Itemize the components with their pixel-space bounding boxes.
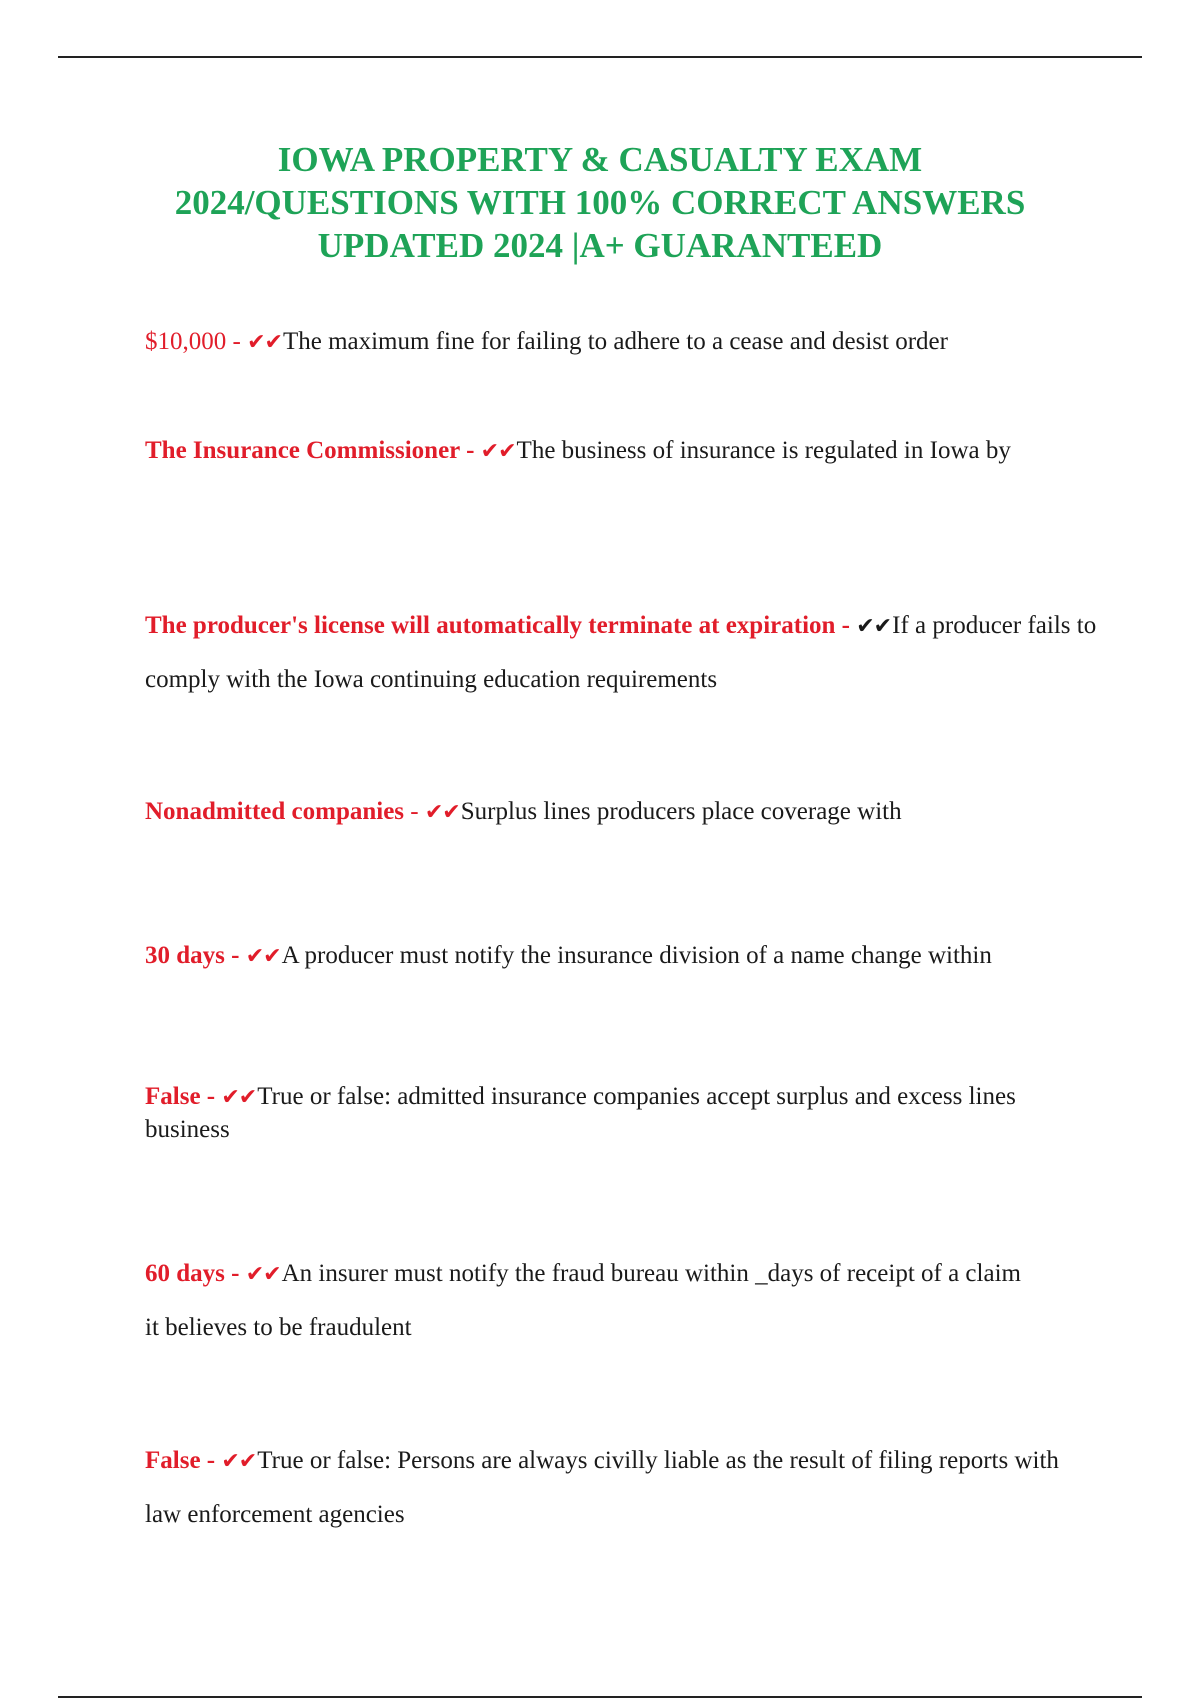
document-title (100, 138, 1100, 267)
double-check-icon: ✔✔ (424, 800, 460, 825)
qa-item-1 (145, 326, 1105, 359)
answer-separator: - (224, 942, 246, 969)
question-text: If a producer fails to comply with the Iowa continuing education requirements (145, 612, 1097, 693)
qa-item-6 (145, 1081, 1105, 1146)
qa-item-3 (145, 599, 1105, 706)
title-line-2: 2024/QUESTIONS WITH 100% CORRECT ANSWERS (174, 183, 1026, 222)
answer-separator: - (200, 1083, 222, 1110)
qa-item-8 (145, 1434, 1065, 1541)
answer-text: 30 days (145, 942, 225, 969)
double-check-icon: ✔✔ (245, 944, 281, 969)
double-check-icon: ✔✔ (245, 1262, 281, 1287)
question-text: Surplus lines producers place coverage with (460, 798, 902, 825)
answer-text: 60 days (145, 1260, 225, 1287)
qa-item-7 (145, 1247, 1025, 1354)
answer-text: The Insurance Commissioner (145, 437, 460, 464)
question-text: An insurer must notify the fraud bureau within _days of receipt of a claim it believes to be fraudulent (145, 1260, 1021, 1341)
double-check-icon: ✔✔ (221, 1449, 257, 1474)
bottom-rule (58, 1696, 1142, 1698)
qa-item-2 (145, 435, 1105, 468)
answer-separator: - (200, 1447, 222, 1474)
double-check-icon: ✔✔ (247, 330, 282, 355)
question-text: The maximum fine for failing to adhere to a cease and desist order (282, 328, 948, 355)
answer-text: Nonadmitted companies (145, 798, 405, 825)
question-text: A producer must notify the insurance division of a name change within (281, 942, 992, 969)
answer-separator: - (835, 612, 857, 639)
title-line-1: IOWA PROPERTY & CASUALTY EXAM (277, 140, 923, 179)
answer-separator: - (404, 798, 425, 825)
answer-separator: - (226, 328, 248, 355)
double-check-icon: ✔✔ (480, 439, 516, 464)
answer-text: The producer's license will automatically terminate at expiration (145, 612, 836, 639)
question-text: The business of insurance is regulated in Iowa by (516, 437, 1011, 464)
answer-separator: - (459, 437, 481, 464)
title-line-3: UPDATED 2024 |A+ GUARANTEED (317, 226, 883, 265)
question-text: True or false: admitted insurance companies accept surplus and excess lines business (145, 1083, 1016, 1143)
qa-item-4 (145, 796, 1105, 829)
answer-text: False (145, 1083, 201, 1110)
qa-item-5 (145, 940, 1105, 973)
double-check-icon: ✔✔ (856, 614, 892, 639)
question-text: True or false: Persons are always civilly liable as the result of filing reports with law enforcement agencies (145, 1447, 1059, 1528)
top-rule (58, 56, 1142, 58)
double-check-icon: ✔✔ (221, 1085, 257, 1110)
answer-text: $10,000 (145, 328, 227, 355)
answer-text: False (145, 1447, 201, 1474)
answer-separator: - (224, 1260, 246, 1287)
